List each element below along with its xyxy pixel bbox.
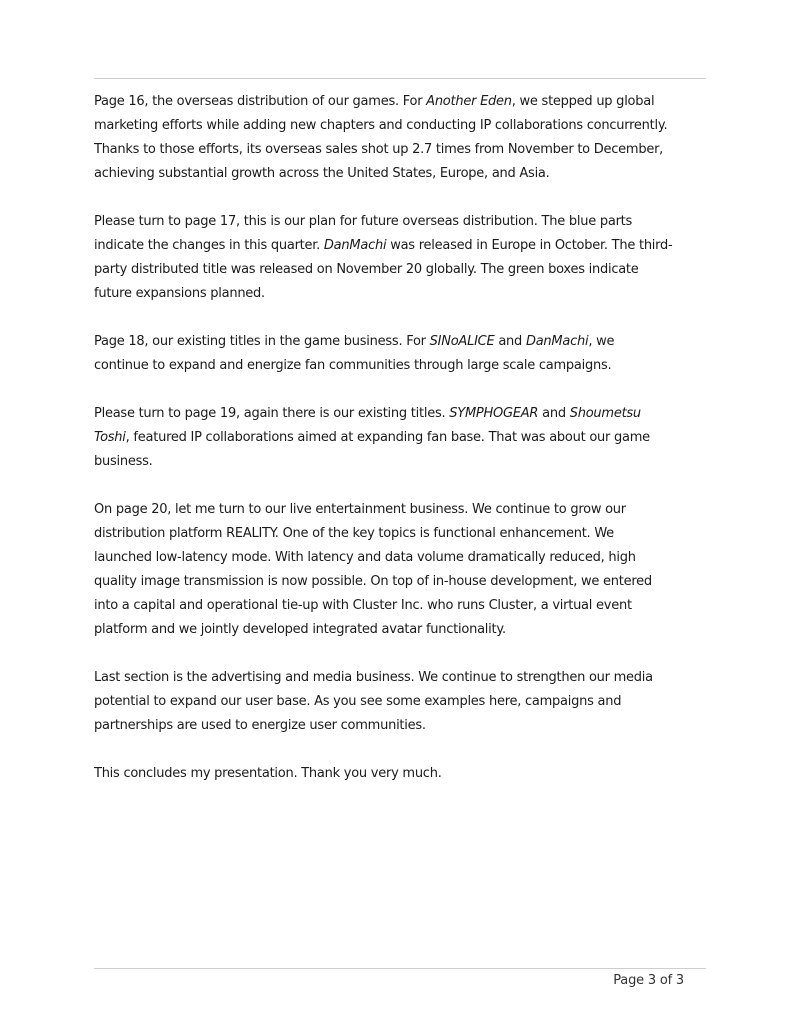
paragraph — [94, 762, 714, 786]
text-line — [94, 282, 714, 306]
text-line — [94, 402, 714, 426]
text-segment: , we stepped up global — [511, 94, 655, 109]
text-line — [94, 426, 714, 450]
page-number: Page 3 of 3 — [613, 973, 684, 988]
text-segment: was released in Europe in October. The third- — [386, 238, 673, 253]
text-segment: launched low-latency mode. With latency and data volume dramatically reduced, high — [94, 550, 636, 565]
text-segment: platform and we jointly developed integrated avatar functionality. — [94, 622, 506, 637]
text-line — [94, 522, 714, 546]
text-line — [94, 258, 714, 282]
text-segment: distribution platform REALITY. One of the key topics is functional enhancement. We — [94, 526, 614, 541]
text-segment: continue to expand and energize fan communities through large scale campaigns. — [94, 358, 612, 373]
text-segment: and — [494, 334, 526, 349]
paragraph — [94, 402, 714, 474]
text-line — [94, 594, 714, 618]
text-segment: business. — [94, 454, 153, 469]
text-line — [94, 570, 714, 594]
text-segment: achieving substantial growth across the United States, Europe, and Asia. — [94, 166, 550, 181]
text-segment: Page 18, our existing titles in the game business. For — [94, 334, 430, 349]
text-segment: future expansions planned. — [94, 286, 265, 301]
text-line — [94, 498, 714, 522]
text-line — [94, 138, 714, 162]
text-line — [94, 354, 714, 378]
italic-title: DanMachi — [323, 238, 387, 253]
text-line — [94, 618, 714, 642]
text-segment: potential to expand our user base. As you see some examples here, campaigns and — [94, 694, 622, 709]
italic-title: Toshi — [94, 430, 126, 445]
text-line — [94, 162, 714, 186]
header-divider — [94, 78, 706, 79]
italic-title: DanMachi — [525, 334, 589, 349]
text-line — [94, 546, 714, 570]
text-line — [94, 762, 714, 786]
text-segment: , we — [588, 334, 615, 349]
paragraph — [94, 90, 714, 186]
text-segment: , featured IP collaborations aimed at expanding fan base. That was about our game — [125, 430, 650, 445]
text-line — [94, 450, 714, 474]
italic-title: SYMPHOGEAR — [449, 406, 539, 421]
text-line — [94, 666, 714, 690]
text-line — [94, 90, 714, 114]
text-segment: indicate the changes in this quarter. — [94, 238, 324, 253]
text-segment: quality image transmission is now possible. On top of in-house development, we entered — [94, 574, 652, 589]
italic-title: SINoALICE — [429, 334, 495, 349]
text-segment: and — [538, 406, 570, 421]
text-line — [94, 690, 714, 714]
text-line — [94, 234, 714, 258]
paragraph — [94, 498, 714, 642]
text-line — [94, 114, 714, 138]
text-line — [94, 210, 714, 234]
text-line — [94, 714, 714, 738]
text-segment: party distributed title was released on November 20 globally. The green boxes indicate — [94, 262, 639, 277]
paragraph — [94, 666, 714, 738]
text-segment: Please turn to page 17, this is our plan for future overseas distribution. The blue parts — [94, 214, 633, 229]
italic-title: Shoumetsu — [569, 406, 641, 421]
text-line — [94, 330, 714, 354]
italic-title: Another Eden — [426, 94, 512, 109]
text-segment: On page 20, let me turn to our live entertainment business. We continue to grow our — [94, 502, 626, 517]
text-segment: partnerships are used to energize user communities. — [94, 718, 426, 733]
text-segment: Thanks to those efforts, its overseas sales shot up 2.7 times from November to December, — [94, 142, 664, 157]
text-segment: This concludes my presentation. Thank you very much. — [94, 766, 442, 781]
text-segment: Page 16, the overseas distribution of our games. For — [94, 94, 427, 109]
text-segment: Please turn to page 19, again there is our existing titles. — [94, 406, 450, 421]
text-segment: Last section is the advertising and media business. We continue to strengthen our media — [94, 670, 653, 685]
footer-divider — [94, 968, 706, 969]
paragraph — [94, 330, 714, 378]
text-segment: into a capital and operational tie-up with Cluster Inc. who runs Cluster, a virtual event — [94, 598, 632, 613]
document-body — [94, 90, 714, 810]
paragraph — [94, 210, 714, 306]
text-segment: marketing efforts while adding new chapters and conducting IP collaborations concurrently. — [94, 118, 668, 133]
